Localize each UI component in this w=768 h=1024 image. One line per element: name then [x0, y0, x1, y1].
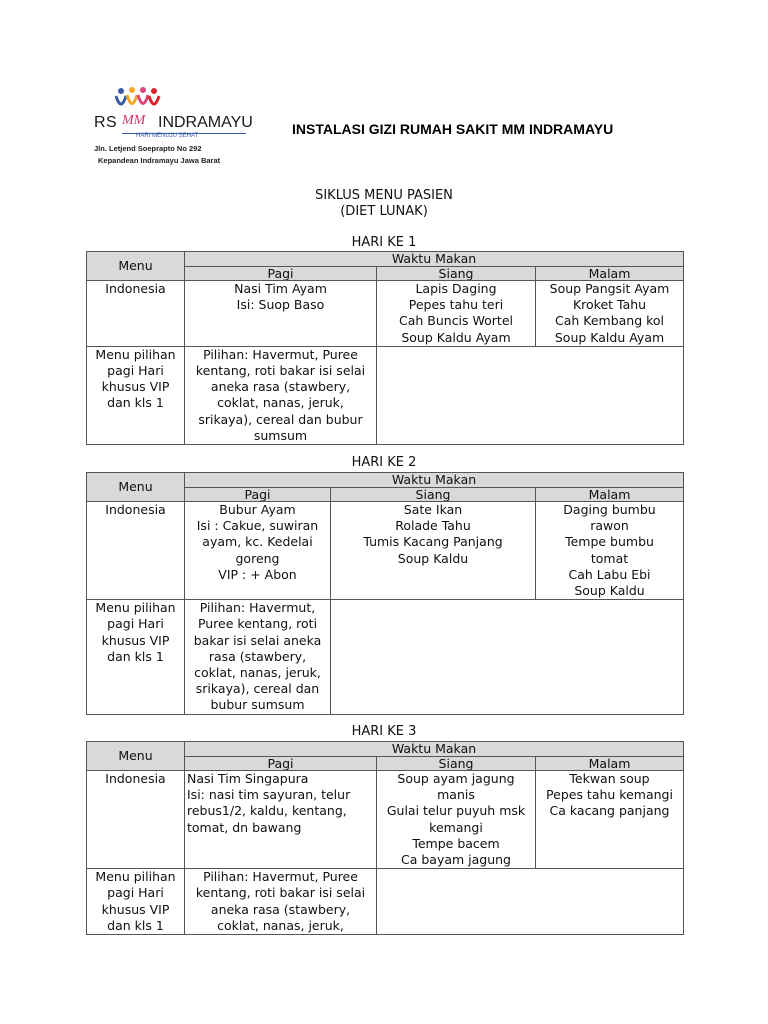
cell-line: sumsum [253, 427, 308, 443]
table-row [87, 600, 684, 714]
malam-header: Malam [536, 266, 684, 281]
menu-column-header: Menu [87, 742, 185, 771]
cell-line: Ca bayam jagung [400, 852, 511, 868]
siang-header: Siang [377, 266, 536, 281]
cell-line: Soup Kaldu [574, 583, 645, 599]
malam-cell [536, 502, 684, 600]
cell-line: Isi : Cakue, suwiran [196, 518, 319, 534]
cell-line: Daging bumbu [563, 502, 656, 517]
cell-line: Soup Kaldu Ayam [554, 329, 665, 345]
cell-line: dan kls 1 [107, 395, 164, 411]
cell-line: Soup ayam jagung [397, 771, 515, 786]
pagi-header: Pagi [185, 266, 377, 281]
cell-line: Pepes tahu kemangi [546, 787, 673, 803]
cell-line: dan kls 1 [107, 648, 164, 664]
cell-line: Pilihan: Havermut, Puree [203, 346, 358, 362]
cell-line: Gulai telur puyuh msk [386, 803, 526, 819]
cell-line: Tumis Kacang Panjang [363, 534, 503, 550]
day-3-menu-table [86, 741, 684, 935]
cell-line: Nasi Tim Ayam [234, 281, 327, 296]
table-row [87, 771, 684, 869]
pagi-cell [185, 771, 377, 869]
cell-line: coklat, nanas, jeruk, [194, 665, 321, 681]
address-line-1: Jln. Letjend Soeprapto No 292 [94, 144, 202, 153]
cell-line: Ca kacang panjang [549, 803, 670, 819]
cell-line: srikaya), cereal dan [195, 681, 320, 697]
cell-line: Menu pilihan [95, 600, 176, 616]
empty-cell [377, 346, 684, 444]
logo-rs-text: RS [94, 114, 118, 131]
row-label-cell [87, 869, 185, 935]
empty-cell [331, 600, 684, 714]
cell-line: Tempe bumbu [565, 534, 654, 550]
cell-line: coklat, nanas, jeruk, [217, 395, 344, 411]
day-1-title: HARI KE 1 [351, 235, 417, 250]
row-label-cell [87, 502, 185, 600]
row-label-cell [87, 346, 185, 444]
cell-line: dan kls 1 [107, 917, 164, 933]
table-row [87, 869, 684, 935]
cell-line: tomat, dn bawang [187, 819, 302, 835]
cell-line: khusus VIP [101, 901, 170, 917]
cell-line: Soup Kaldu [397, 550, 469, 566]
day-1-menu-table [86, 251, 684, 445]
cell-line: Indonesia [105, 771, 166, 786]
document-subtitle: (DIET LUNAK) [340, 204, 428, 219]
cell-line: Menu pilihan [95, 869, 176, 885]
cell-line: Indonesia [105, 502, 166, 517]
cell-line: ayam, kc. Kedelai [202, 534, 313, 550]
menu-column-header: Menu [87, 473, 185, 502]
logo-mm-text: MM [122, 113, 146, 128]
cell-line: bakar isi selai aneka [193, 632, 322, 648]
table-row [87, 281, 684, 347]
siang-header: Siang [377, 756, 536, 771]
cell-line: tomat [590, 550, 629, 566]
siang-header: Siang [331, 487, 536, 502]
cell-line: khusus VIP [101, 632, 170, 648]
row-label-cell [87, 281, 185, 347]
cell-line: Soup Kaldu Ayam [401, 329, 511, 345]
logo-tagline: HARI MENUJU SEHAT [136, 133, 199, 139]
address-line-2: Kepandean Indramayu Jawa Barat [98, 156, 221, 165]
cell-line: rasa (stawbery, [208, 648, 307, 664]
cell-line: kentang, roti bakar isi selai [195, 363, 366, 379]
pagi-cell [185, 502, 331, 600]
cell-line: Pilihan: Havermut, [199, 600, 316, 616]
table-row [87, 502, 684, 600]
cell-line: Indonesia [105, 281, 166, 296]
cell-line: Pepes tahu teri [408, 297, 504, 313]
cell-line: Isi: nasi tim sayuran, telur [187, 787, 351, 803]
cell-line: Nasi Tim Singapura [187, 771, 309, 786]
cell-line: Tempe bacem [412, 835, 500, 851]
day-3-title: HARI KE 3 [351, 724, 417, 739]
cell-line: goreng [235, 550, 280, 566]
waktu-makan-header: Waktu Makan [185, 473, 684, 488]
cell-line: Cah Kembang kol [554, 313, 665, 329]
cell-line: khusus VIP [101, 379, 170, 395]
cell-line: Isi: Suop Baso [236, 297, 325, 313]
siang-cell [377, 281, 536, 347]
cell-line: kentang, roti bakar isi selai [195, 885, 366, 901]
pagi-header: Pagi [185, 487, 331, 502]
pagi-cell [185, 281, 377, 347]
waktu-makan-header: Waktu Makan [185, 742, 684, 757]
cell-line: rebus1/2, kaldu, kentang, [187, 803, 347, 819]
cell-line: Cah Labu Ebi [568, 566, 651, 582]
cell-line: Soup Pangsit Ayam [549, 281, 670, 296]
cell-line: aneka rasa (stawbery, [210, 901, 351, 917]
waktu-makan-header: Waktu Makan [185, 252, 684, 267]
pagi-cell [185, 600, 331, 714]
cell-line: Lapis Daging [415, 281, 497, 296]
malam-header: Malam [536, 487, 684, 502]
siang-cell [377, 771, 536, 869]
cell-line: Bubur Ayam [219, 502, 296, 517]
cell-line: bubur sumsum [210, 697, 305, 713]
cell-line: kemangi [429, 819, 483, 835]
cell-line: Menu pilihan [95, 346, 176, 362]
pagi-cell [185, 346, 377, 444]
cell-line: Rolade Tahu [395, 518, 471, 534]
cell-line: Pilihan: Havermut, Puree [203, 869, 358, 885]
cell-line: aneka rasa (stawbery, [210, 379, 351, 395]
menu-column-header: Menu [87, 252, 185, 281]
cell-line: rawon [590, 518, 629, 534]
document-title: SIKLUS MENU PASIEN [315, 188, 453, 203]
day-2-title: HARI KE 2 [351, 455, 417, 470]
hospital-logo [92, 86, 262, 166]
cell-line: pagi Hari [107, 885, 164, 901]
cell-line: Kroket Tahu [572, 297, 647, 313]
malam-cell [536, 771, 684, 869]
siang-cell [331, 502, 536, 600]
institution-title: INSTALASI GIZI RUMAH SAKIT MM INDRAMAYU [292, 121, 614, 137]
table-row [87, 346, 684, 444]
pagi-header: Pagi [185, 756, 377, 771]
malam-cell [536, 281, 684, 347]
row-label-cell [87, 600, 185, 714]
malam-header: Malam [536, 756, 684, 771]
pagi-cell [185, 869, 377, 935]
cell-line: coklat, nanas, jeruk, [217, 917, 344, 933]
cell-line: VIP : + Abon [218, 566, 297, 582]
empty-cell [377, 869, 684, 935]
cell-line: manis [437, 787, 475, 803]
cell-line: Cah Buncis Wortel [398, 313, 513, 329]
day-2-menu-table [86, 472, 684, 715]
cell-line: srikaya), cereal dan bubur [198, 411, 363, 427]
people-logo-icon [114, 86, 162, 114]
cell-line: pagi Hari [107, 616, 164, 632]
row-label-cell [87, 771, 185, 869]
cell-line: Sate Ikan [403, 502, 463, 517]
cell-line: Tekwan soup [569, 771, 650, 786]
cell-line: Puree kentang, roti [197, 616, 318, 632]
logo-name-text: INDRAMAYU [158, 114, 253, 131]
cell-line: pagi Hari [107, 363, 164, 379]
